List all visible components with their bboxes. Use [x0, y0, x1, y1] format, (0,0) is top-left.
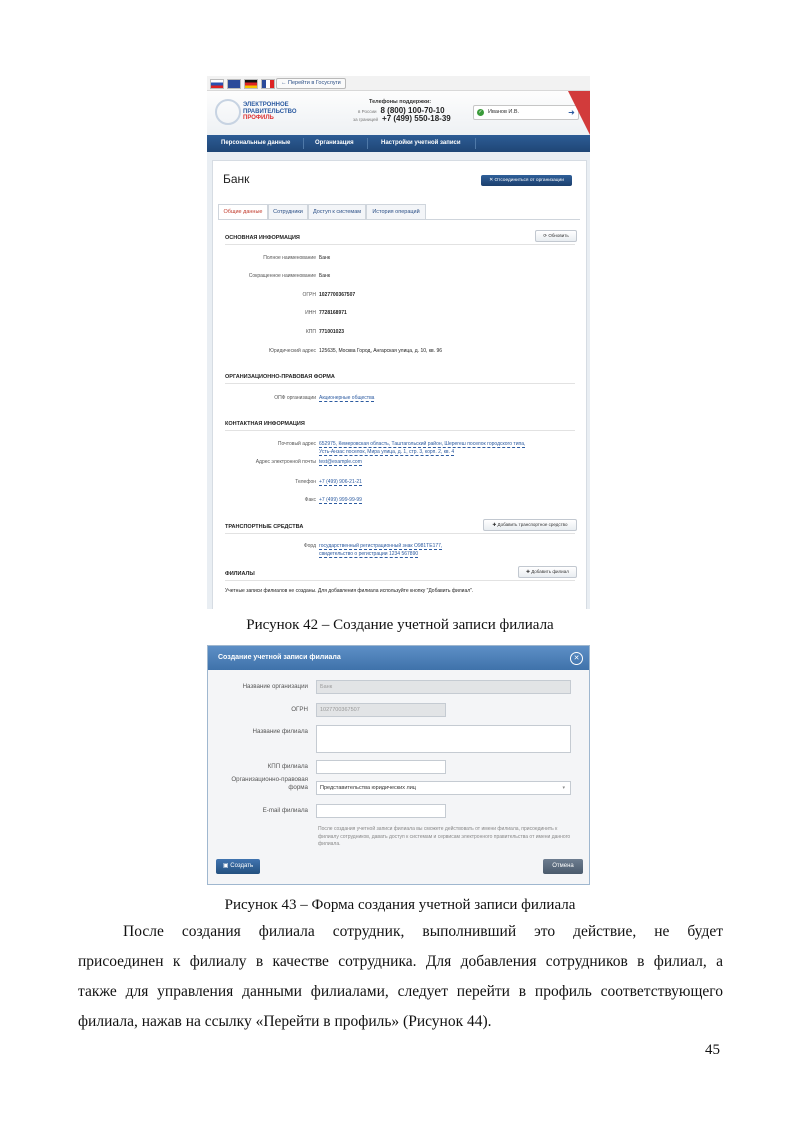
modal-body [208, 670, 589, 884]
add-vehicle-label: Добавить транспортное средство [497, 522, 568, 527]
section-contacts: КОНТАКТНАЯ ИНФОРМАЦИЯ [225, 421, 305, 427]
nav-separator [303, 138, 304, 149]
modal-hint: После создания учетной записи филиала вы сможете действовать от имени филиала, присоединить к филиалу сотрудников, давать доступ к системам и сервисам электронного правительства от имени данного филиала. [318, 826, 571, 847]
refresh-label: Обновить [548, 233, 569, 238]
ogrn-label: ОГРН [291, 706, 308, 713]
branch-name-input[interactable] [316, 725, 571, 753]
branches-empty-note: Учетные записи филиалов не созданы. Для добавления филиала используйте кнопку "Добавить филиал". [225, 588, 474, 594]
user-name: Иванов И.В. [488, 109, 520, 115]
fax-link[interactable] [319, 497, 362, 503]
opf-selected-value: Представительства юридических лиц [320, 785, 416, 791]
field-label: Почтовый адрес [277, 441, 316, 447]
phone-region-label: в России [358, 109, 377, 114]
legal-form-link[interactable] [319, 395, 374, 401]
section-divider [225, 383, 575, 384]
org-name-label: Название организации [242, 683, 308, 690]
logo-line-1: ЭЛЕКТРОННОЕ [243, 102, 289, 108]
organization-card [212, 160, 587, 609]
field-label: КПП [305, 329, 316, 335]
ogrn-field: 1027700367507 [316, 703, 446, 717]
tab-history[interactable]: История операций [366, 204, 426, 219]
section-divider [225, 430, 575, 431]
create-label: Создать [230, 863, 254, 869]
emblem-icon [215, 99, 241, 125]
kpp-label: КПП филиала [267, 763, 308, 770]
chevron-down-icon: ▾ [562, 785, 565, 791]
opf-label [208, 776, 308, 791]
vehicle-line-1[interactable] [319, 543, 442, 549]
add-vehicle-button[interactable]: ✚ Добавить транспортное средство [483, 519, 577, 531]
vehicle-text[interactable]: государственный регистрационный знак О981ТЕ177, [319, 543, 443, 549]
postal-address-line-1[interactable] [319, 441, 525, 447]
paragraph-line: филиала, нажав на ссылку «Перейти в профиль» (Рисунок 44). [78, 1013, 492, 1030]
header-corner-decoration [568, 91, 590, 135]
nav-account-settings[interactable]: Настройки учетной записи [381, 140, 461, 146]
field-label: Телефон [295, 479, 316, 485]
support-phones-label: Телефоны поддержки: [369, 99, 432, 105]
section-branches: ФИЛИАЛЫ [225, 571, 255, 577]
field-label: Факс [304, 497, 316, 503]
figure-42-screenshot [207, 76, 590, 609]
field-label: ОПФ организации [274, 395, 316, 401]
detach-label: Отсоединиться от организации [494, 178, 564, 183]
nav-separator [475, 138, 476, 149]
field-label: Сокращенное наименование [248, 273, 316, 279]
site-header [207, 91, 590, 135]
add-branch-label: Добавить филиал [531, 569, 569, 574]
field-value: 1027700367507 [319, 292, 356, 298]
figure-42-caption: Рисунок 42 – Создание учетной записи филиала [246, 617, 554, 633]
flag-de-icon[interactable] [244, 79, 258, 89]
kpp-input[interactable] [316, 760, 446, 774]
detach-organization-button[interactable]: ✕ Отсоединиться от организации [481, 175, 572, 186]
nav-separator [367, 138, 368, 149]
organization-title: Банк [223, 172, 250, 186]
tab-system-access[interactable]: Доступ к системам [308, 204, 366, 219]
logo-line-2: ПРАВИТЕЛЬСТВО [243, 108, 297, 115]
field-value: Банк [319, 255, 331, 261]
section-legal-form: ОРГАНИЗАЦИОННО-ПРАВОВАЯ ФОРМА [225, 374, 335, 380]
section-transport: ТРАНСПОРТНЫЕ СРЕДСТВА [225, 524, 304, 530]
refresh-button[interactable]: ⟳ Обновить [535, 230, 577, 242]
opf-select[interactable] [316, 781, 571, 795]
nav-personal-data[interactable]: Персональные данные [221, 140, 291, 146]
main-nav [207, 135, 590, 152]
field-value: 7728168971 [319, 310, 347, 316]
vehicle-text[interactable]: свидетельство о регистрации 1234 567890 [319, 551, 419, 557]
branch-name-label: Название филиала [252, 728, 308, 735]
modal-header [208, 646, 589, 670]
site-logo[interactable] [243, 102, 297, 122]
phone-region-label: за границей [353, 117, 379, 122]
email-input[interactable] [316, 804, 446, 818]
field-label: Адрес электронной почты [255, 459, 316, 465]
phone-number: 8 (800) 100-70-10 [380, 106, 445, 115]
verified-check-icon: ✓ [478, 109, 483, 115]
field-label: Форд [303, 543, 316, 549]
section-divider [225, 244, 575, 245]
figure-43-modal [207, 645, 590, 885]
vehicle-line-2[interactable] [319, 551, 418, 557]
nav-organization[interactable]: Организация [315, 140, 354, 146]
logo-line-3: ПРОФИЛЬ [243, 115, 274, 121]
postal-address-line-2[interactable] [319, 449, 454, 455]
paragraph-line: После создания филиала сотрудник, выполнивший это действие, не будет [123, 923, 723, 940]
email-label: E-mail филиала [262, 807, 308, 814]
page-number: 45 [705, 1042, 720, 1058]
add-branch-button[interactable]: ✚ Добавить филиал [518, 566, 577, 578]
goto-gosuslugi-button[interactable]: ← Перейти в Госуслуги [276, 78, 346, 89]
paragraph-line: присоединен к филиалу в качестве сотрудника. Для добавления сотрудников в филиал, а [78, 953, 723, 970]
field-label: ОГРН [302, 292, 316, 298]
field-value: 771001023 [319, 329, 345, 335]
phone-value[interactable]: +7 (499) 906-21-21 [319, 479, 362, 485]
create-button[interactable]: ▣ Создать [216, 859, 260, 874]
email-value[interactable]: test@example.com [319, 459, 362, 465]
flag-fr-icon[interactable] [261, 79, 275, 89]
paragraph-line: также для управления данными филиалами, следует перейти в профиль соответствующего [78, 983, 723, 1000]
field-label: Полное наименование [263, 255, 316, 261]
modal-title: Создание учетной записи филиала [218, 654, 341, 661]
opf-label-line-1: Организационно-правовая [231, 776, 308, 783]
field-value: Банк [319, 273, 331, 279]
tab-employees[interactable]: Сотрудники [268, 204, 308, 219]
field-label: Юридический адрес [268, 348, 316, 354]
fax-value[interactable]: +7 (499) 999-99-99 [319, 497, 362, 503]
flag-en-icon[interactable] [227, 79, 241, 89]
language-bar [207, 76, 590, 91]
figure-43-caption: Рисунок 43 – Форма создания учетной записи филиала [224, 897, 576, 913]
tab-general[interactable]: Общие данные [218, 204, 268, 220]
close-icon[interactable]: ✕ [570, 652, 583, 665]
cancel-button[interactable]: Отмена [543, 859, 583, 874]
section-divider [225, 533, 575, 534]
body-paragraph [78, 917, 723, 1037]
field-label: ИНН [305, 310, 316, 316]
opf-label-line-2: форма [288, 783, 308, 791]
tab-divider [218, 219, 580, 220]
logout-icon[interactable]: ➜ [568, 108, 575, 117]
phone-number: +7 (499) 550-18-39 [382, 114, 451, 123]
user-menu[interactable] [473, 105, 579, 120]
support-phone-abroad [353, 114, 451, 123]
flag-ru-icon[interactable] [210, 79, 224, 89]
email-link[interactable] [319, 459, 362, 465]
section-basic-info: ОСНОВНАЯ ИНФОРМАЦИЯ [225, 235, 300, 241]
postal-address-text[interactable]: 652975, Кемеровская область, Таштагольский район, Шерегеш поселок городского типа, [319, 441, 526, 447]
section-divider [225, 580, 575, 581]
field-value: 125635, Москва Город, Ангарская улица, д. 10, кв. 96 [319, 348, 443, 354]
phone-link[interactable] [319, 479, 362, 485]
legal-form-value[interactable]: Акционерные общества [319, 395, 375, 401]
org-name-field: Банк [316, 680, 571, 694]
postal-address-text[interactable]: Усть-Анзас поселок, Мира улица, д. 1, стр. 3, корп. 2, кв. 4 [319, 449, 455, 455]
